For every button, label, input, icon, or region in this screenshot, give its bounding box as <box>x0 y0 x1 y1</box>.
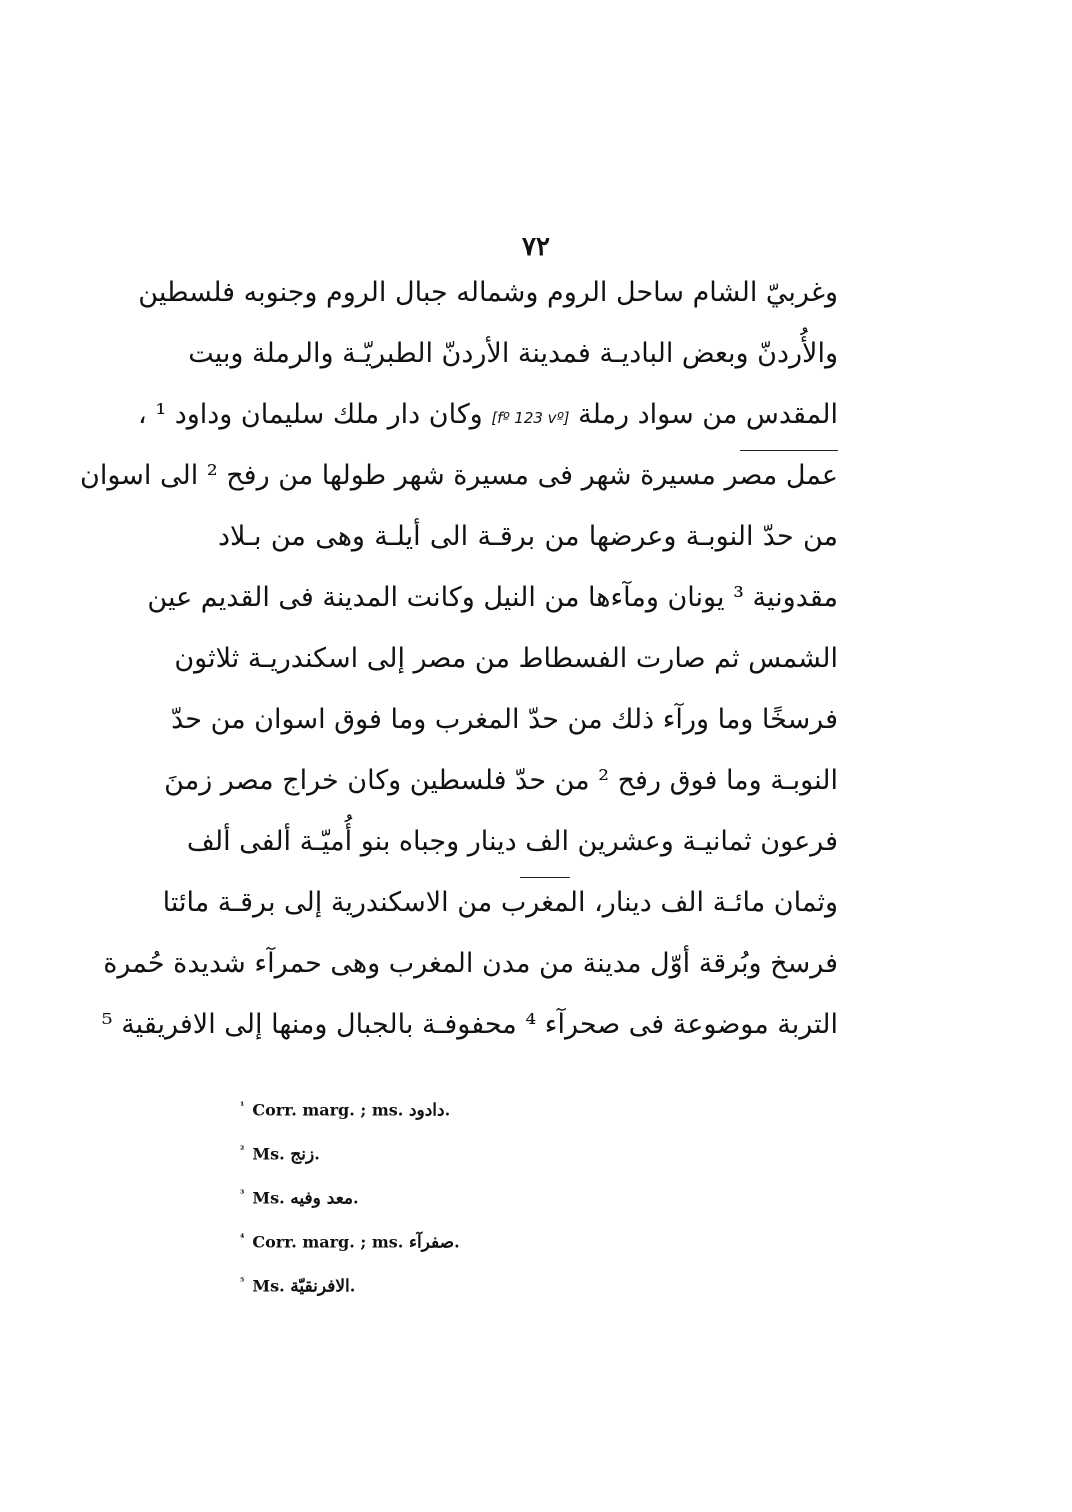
footnote-4 <box>240 1222 740 1266</box>
footnote-number: ⁵ <box>240 1277 245 1288</box>
text-line-12: فرسخ وبُرقة أوّل مدينة من مدن المغرب وهى حمرآء شديدة حُمرة <box>103 948 838 979</box>
page-number: ٧٢ <box>522 232 550 262</box>
text-line-7: الشمس ثم صارت الفسطاط من مصر إلى اسكندريـة ثلاثون <box>174 643 838 674</box>
footnotes <box>240 1090 740 1310</box>
footnote-end: . <box>349 1276 356 1296</box>
footnote-number: ¹ <box>240 1101 245 1112</box>
footnote-arabic: دادود <box>408 1100 445 1121</box>
footnote-end: . <box>444 1100 451 1120</box>
text-line-5: من حدّ النوبـة وعرضها من برقـة الى أيلـة وهى من بـلاد <box>218 521 838 552</box>
text-line-3-end: وكان دار ملك سليمان وداود ¹ ، <box>138 399 483 430</box>
folio-marker: [fº 123 vº] <box>491 409 570 427</box>
text-line-3-start: المقدس من سواد رملة <box>578 399 838 430</box>
footnote-label: Corr. marg. ; ms. <box>252 1100 404 1120</box>
text-line-11: وثمان مائـة الف دينار، المغرب من الاسكندرية إلى برقـة مائتا <box>162 887 838 918</box>
footnote-arabic: الافرنقيّة <box>290 1276 350 1297</box>
footnote-arabic: صفرآء <box>408 1232 455 1253</box>
text-line-10: فرعون ثمانيـة وعشرين الف دينار وجباه بنو أُميّـة ألفى ألف <box>186 826 838 857</box>
text-line-3 <box>138 384 838 445</box>
footnote-5 <box>240 1266 740 1310</box>
footnote-end: . <box>454 1232 460 1252</box>
footnote-number: ⁴ <box>240 1233 245 1244</box>
footnote-arabic: زنج <box>290 1144 315 1165</box>
section-divider-rule <box>740 450 838 451</box>
footnote-number: ³ <box>240 1189 245 1200</box>
text-line-8: فرسخًا وما ورآء ذلك من حدّ المغرب وما فوق اسوان من حدّ <box>171 704 838 735</box>
text-line-4: عمل مصر مسيرة شهر فى مسيرة شهر طولها من رفح ² الى اسوان <box>80 460 838 491</box>
footnote-label: Ms. <box>252 1144 285 1164</box>
text-line-6: مقدونية ³ يونان ومآءها من النيل وكانت المدينة فى القديم عين <box>147 582 838 613</box>
footnote-end: . <box>353 1188 359 1208</box>
text-line-2: والأُردنّ وبعض الباديـة فمدينة الأردنّ الطبريّـة والرملة وبيت <box>188 338 838 369</box>
footnote-label: Corr. marg. ; ms. <box>252 1232 404 1252</box>
main-text <box>80 262 838 1055</box>
footnote-end: . <box>314 1144 320 1164</box>
footnote-3 <box>240 1178 740 1222</box>
footnote-2 <box>240 1134 740 1178</box>
text-line-9: النوبـة وما فوق رفح ² من حدّ فلسطين وكان خراج مصر زمنَ <box>164 765 838 796</box>
text-line-13: التربة موضوعة فى صحرآء ⁴ محفوفـة بالجبال ومنها إلى الافريقية ⁵ <box>101 1009 838 1040</box>
underline-mark <box>520 877 570 878</box>
footnote-label: Ms. <box>252 1276 285 1296</box>
footnote-label: Ms. <box>252 1188 285 1208</box>
footnote-number: ² <box>240 1145 245 1156</box>
footnote-arabic: معد وفيه <box>290 1188 353 1209</box>
footnote-1 <box>240 1090 740 1134</box>
text-line-1: وغربيّ الشام ساحل الروم وشماله جبال الروم وجنوبه فلسطين <box>138 277 838 308</box>
